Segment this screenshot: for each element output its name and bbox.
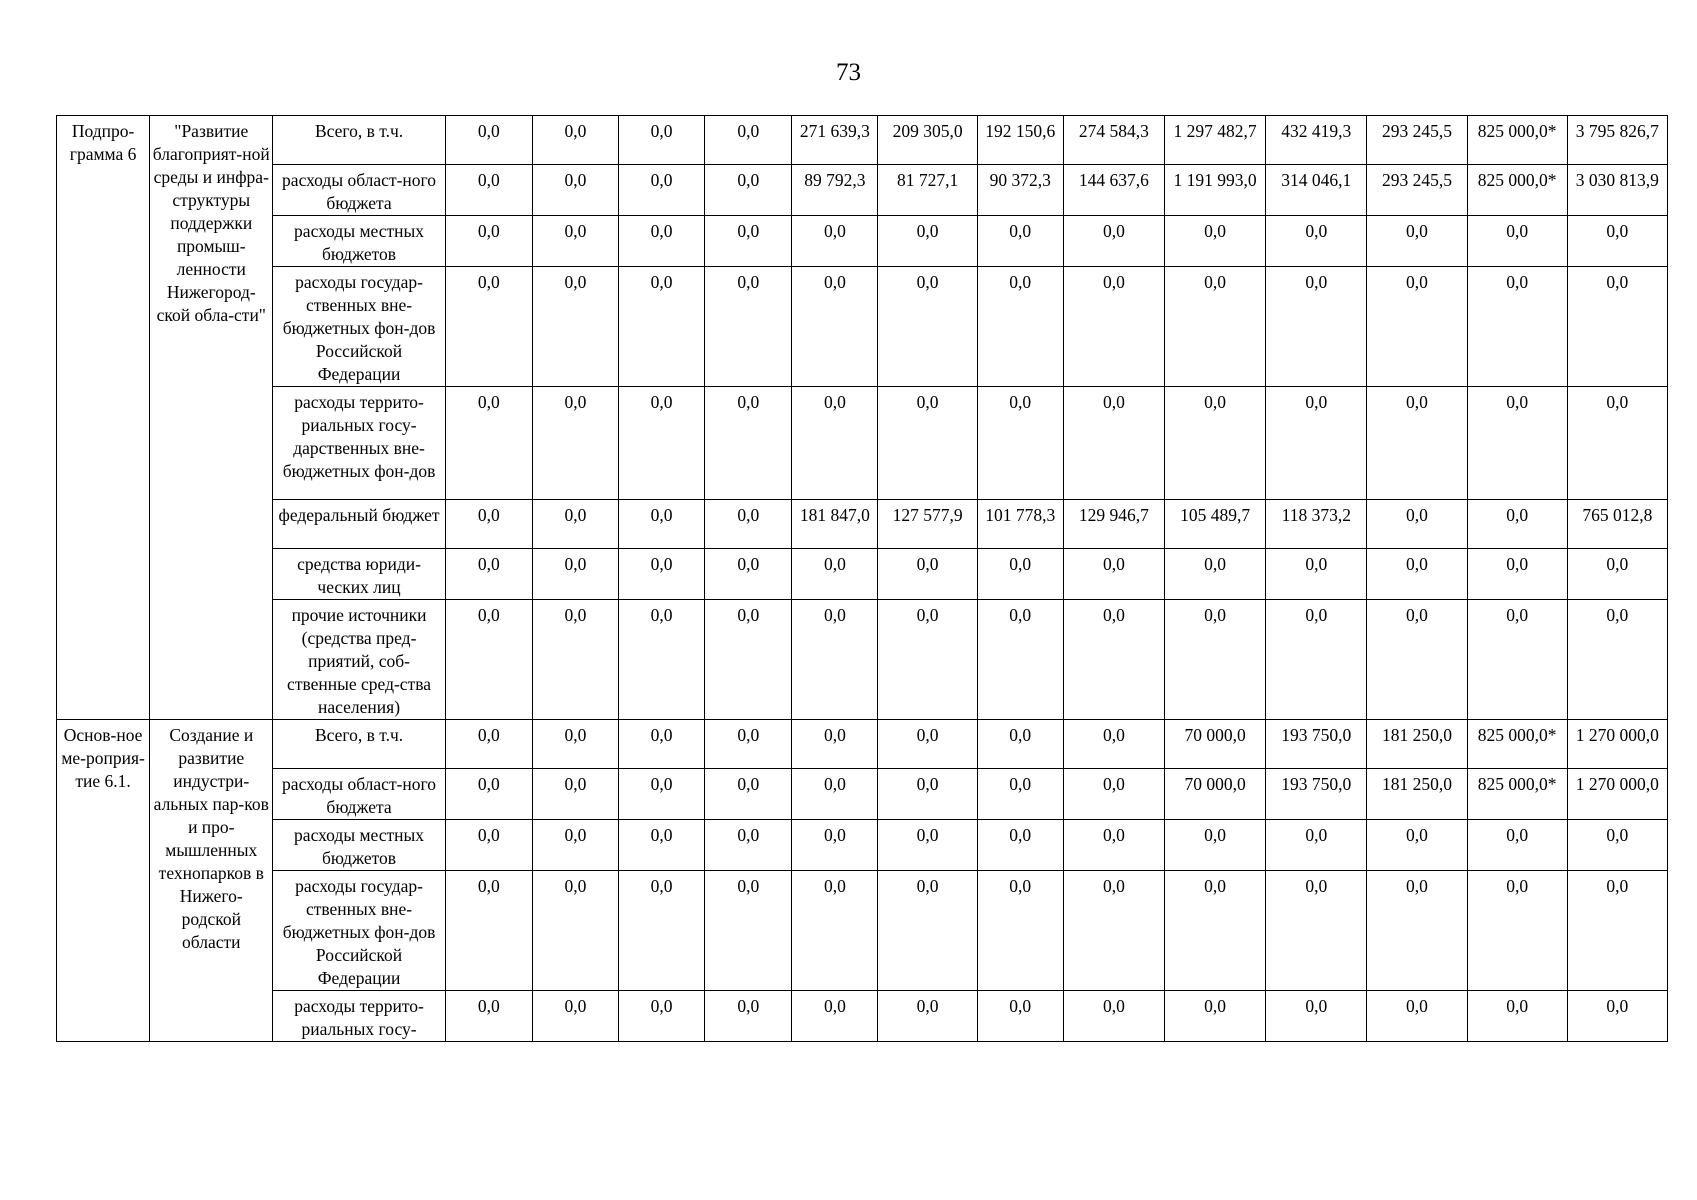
value-cell: 0,0 bbox=[792, 991, 878, 1042]
value-cell: 1 297 482,7 bbox=[1165, 116, 1266, 165]
value-cell: 127 577,9 bbox=[878, 500, 977, 549]
value-cell: 0,0 bbox=[619, 165, 705, 216]
value-cell: 181 250,0 bbox=[1367, 769, 1467, 820]
value-cell: 0,0 bbox=[792, 769, 878, 820]
value-cell: 0,0 bbox=[1063, 387, 1164, 500]
table-row bbox=[57, 549, 1668, 600]
value-cell: 0,0 bbox=[792, 820, 878, 871]
value-cell: 90 372,3 bbox=[977, 165, 1063, 216]
value-cell: 0,0 bbox=[1567, 600, 1667, 720]
table-row bbox=[57, 720, 1668, 769]
funding-source-cell: федеральный бюджет bbox=[273, 500, 445, 549]
program-code-cell: Основ-ное ме-роприя-тие 6.1. bbox=[57, 720, 150, 1042]
table-row bbox=[57, 165, 1668, 216]
funding-source-cell: Всего, в т.ч. bbox=[273, 116, 445, 165]
value-cell: 0,0 bbox=[532, 500, 618, 549]
value-cell: 0,0 bbox=[1367, 871, 1467, 991]
value-cell: 0,0 bbox=[1165, 820, 1266, 871]
value-cell: 0,0 bbox=[878, 549, 977, 600]
value-cell: 0,0 bbox=[1567, 991, 1667, 1042]
value-cell: 0,0 bbox=[619, 216, 705, 267]
value-cell: 0,0 bbox=[792, 871, 878, 991]
value-cell: 0,0 bbox=[1467, 549, 1567, 600]
value-cell: 0,0 bbox=[619, 116, 705, 165]
value-cell: 0,0 bbox=[705, 216, 792, 267]
value-cell: 0,0 bbox=[878, 871, 977, 991]
value-cell: 0,0 bbox=[1567, 267, 1667, 387]
value-cell: 0,0 bbox=[1063, 820, 1164, 871]
value-cell: 0,0 bbox=[1367, 216, 1467, 267]
value-cell: 0,0 bbox=[619, 991, 705, 1042]
value-cell: 0,0 bbox=[619, 549, 705, 600]
value-cell: 3 030 813,9 bbox=[1567, 165, 1667, 216]
value-cell: 0,0 bbox=[1467, 871, 1567, 991]
funding-source-cell: расходы террито-риальных госу- bbox=[273, 991, 445, 1042]
program-code-cell: Подпро-грамма 6 bbox=[57, 116, 150, 720]
table-row bbox=[57, 116, 1668, 165]
value-cell: 0,0 bbox=[977, 600, 1063, 720]
value-cell: 0,0 bbox=[532, 769, 618, 820]
value-cell: 0,0 bbox=[1567, 216, 1667, 267]
value-cell: 0,0 bbox=[1567, 820, 1667, 871]
value-cell: 192 150,6 bbox=[977, 116, 1063, 165]
value-cell: 0,0 bbox=[878, 991, 977, 1042]
value-cell: 0,0 bbox=[977, 871, 1063, 991]
value-cell: 81 727,1 bbox=[878, 165, 977, 216]
value-cell: 314 046,1 bbox=[1266, 165, 1367, 216]
value-cell: 0,0 bbox=[445, 165, 532, 216]
value-cell: 0,0 bbox=[1063, 871, 1164, 991]
value-cell: 0,0 bbox=[532, 387, 618, 500]
value-cell: 0,0 bbox=[1467, 500, 1567, 549]
value-cell: 0,0 bbox=[1367, 991, 1467, 1042]
program-title-cell: "Развитие благоприят-ной среды и инфра-структуры поддержки промыш-ленности Нижегород-ской обла-сти" bbox=[150, 116, 273, 720]
value-cell: 0,0 bbox=[1063, 267, 1164, 387]
value-cell: 0,0 bbox=[1467, 216, 1567, 267]
value-cell: 129 946,7 bbox=[1063, 500, 1164, 549]
table-row bbox=[57, 387, 1668, 500]
value-cell: 0,0 bbox=[977, 769, 1063, 820]
value-cell: 209 305,0 bbox=[878, 116, 977, 165]
value-cell: 0,0 bbox=[878, 820, 977, 871]
value-cell: 0,0 bbox=[445, 871, 532, 991]
value-cell: 0,0 bbox=[532, 600, 618, 720]
value-cell: 0,0 bbox=[532, 549, 618, 600]
value-cell: 0,0 bbox=[1165, 267, 1266, 387]
value-cell: 0,0 bbox=[532, 267, 618, 387]
table-row bbox=[57, 600, 1668, 720]
value-cell: 0,0 bbox=[705, 116, 792, 165]
value-cell: 0,0 bbox=[445, 991, 532, 1042]
value-cell: 0,0 bbox=[1266, 549, 1367, 600]
value-cell: 0,0 bbox=[792, 720, 878, 769]
value-cell: 0,0 bbox=[445, 549, 532, 600]
value-cell: 0,0 bbox=[977, 216, 1063, 267]
value-cell: 825 000,0* bbox=[1467, 116, 1567, 165]
value-cell: 118 373,2 bbox=[1266, 500, 1367, 549]
value-cell: 0,0 bbox=[705, 387, 792, 500]
value-cell: 181 250,0 bbox=[1367, 720, 1467, 769]
value-cell: 0,0 bbox=[1063, 216, 1164, 267]
value-cell: 0,0 bbox=[1467, 820, 1567, 871]
table-row bbox=[57, 820, 1668, 871]
value-cell: 0,0 bbox=[792, 216, 878, 267]
value-cell: 432 419,3 bbox=[1266, 116, 1367, 165]
value-cell: 0,0 bbox=[705, 991, 792, 1042]
value-cell: 0,0 bbox=[977, 720, 1063, 769]
value-cell: 0,0 bbox=[705, 549, 792, 600]
funding-source-cell: расходы государ-ственных вне-бюджетных фон-дов Российской Федерации bbox=[273, 267, 445, 387]
value-cell: 0,0 bbox=[1367, 549, 1467, 600]
value-cell: 0,0 bbox=[977, 991, 1063, 1042]
value-cell: 0,0 bbox=[445, 267, 532, 387]
value-cell: 0,0 bbox=[792, 549, 878, 600]
table-row bbox=[57, 216, 1668, 267]
value-cell: 0,0 bbox=[445, 387, 532, 500]
value-cell: 70 000,0 bbox=[1165, 720, 1266, 769]
value-cell: 0,0 bbox=[619, 387, 705, 500]
value-cell: 825 000,0* bbox=[1467, 720, 1567, 769]
value-cell: 0,0 bbox=[1165, 387, 1266, 500]
value-cell: 0,0 bbox=[1165, 600, 1266, 720]
funding-source-cell: прочие источники (средства пред-приятий, соб-ственные сред-ства населения) bbox=[273, 600, 445, 720]
value-cell: 0,0 bbox=[705, 500, 792, 549]
budget-table bbox=[56, 115, 1668, 1042]
value-cell: 825 000,0* bbox=[1467, 165, 1567, 216]
value-cell: 0,0 bbox=[977, 820, 1063, 871]
value-cell: 0,0 bbox=[1367, 387, 1467, 500]
value-cell: 0,0 bbox=[532, 871, 618, 991]
value-cell: 0,0 bbox=[878, 267, 977, 387]
value-cell: 0,0 bbox=[532, 820, 618, 871]
value-cell: 0,0 bbox=[1165, 871, 1266, 991]
value-cell: 0,0 bbox=[1467, 387, 1567, 500]
value-cell: 101 778,3 bbox=[977, 500, 1063, 549]
value-cell: 0,0 bbox=[1266, 267, 1367, 387]
value-cell: 271 639,3 bbox=[792, 116, 878, 165]
funding-source-cell: расходы местных бюджетов bbox=[273, 820, 445, 871]
table-row bbox=[57, 991, 1668, 1042]
value-cell: 0,0 bbox=[1266, 387, 1367, 500]
value-cell: 0,0 bbox=[532, 991, 618, 1042]
value-cell: 0,0 bbox=[445, 769, 532, 820]
value-cell: 1 270 000,0 bbox=[1567, 769, 1667, 820]
program-title-cell: Создание и развитие индустри-альных пар-ков и про-мышленных технопарков в Нижего-родской области bbox=[150, 720, 273, 1042]
value-cell: 0,0 bbox=[878, 769, 977, 820]
value-cell: 0,0 bbox=[445, 720, 532, 769]
funding-source-cell: расходы област-ного бюджета bbox=[273, 769, 445, 820]
value-cell: 0,0 bbox=[1063, 991, 1164, 1042]
funding-source-cell: расходы местных бюджетов bbox=[273, 216, 445, 267]
value-cell: 0,0 bbox=[977, 549, 1063, 600]
value-cell: 765 012,8 bbox=[1567, 500, 1667, 549]
value-cell: 0,0 bbox=[878, 387, 977, 500]
value-cell: 193 750,0 bbox=[1266, 720, 1367, 769]
value-cell: 0,0 bbox=[1165, 216, 1266, 267]
value-cell: 0,0 bbox=[705, 769, 792, 820]
value-cell: 0,0 bbox=[1266, 600, 1367, 720]
value-cell: 0,0 bbox=[792, 600, 878, 720]
value-cell: 0,0 bbox=[1063, 600, 1164, 720]
value-cell: 0,0 bbox=[619, 600, 705, 720]
value-cell: 0,0 bbox=[792, 267, 878, 387]
value-cell: 0,0 bbox=[1367, 500, 1467, 549]
value-cell: 0,0 bbox=[878, 600, 977, 720]
value-cell: 1 270 000,0 bbox=[1567, 720, 1667, 769]
value-cell: 0,0 bbox=[619, 720, 705, 769]
value-cell: 0,0 bbox=[705, 720, 792, 769]
value-cell: 0,0 bbox=[445, 600, 532, 720]
funding-source-cell: расходы област-ного бюджета bbox=[273, 165, 445, 216]
value-cell: 293 245,5 bbox=[1367, 116, 1467, 165]
value-cell: 0,0 bbox=[532, 216, 618, 267]
value-cell: 0,0 bbox=[1567, 871, 1667, 991]
value-cell: 0,0 bbox=[705, 820, 792, 871]
value-cell: 0,0 bbox=[705, 165, 792, 216]
value-cell: 0,0 bbox=[878, 216, 977, 267]
value-cell: 0,0 bbox=[619, 820, 705, 871]
value-cell: 0,0 bbox=[878, 720, 977, 769]
value-cell: 0,0 bbox=[1266, 820, 1367, 871]
value-cell: 181 847,0 bbox=[792, 500, 878, 549]
value-cell: 0,0 bbox=[1567, 387, 1667, 500]
value-cell: 0,0 bbox=[619, 769, 705, 820]
funding-source-cell: расходы государ-ственных вне-бюджетных фон-дов Российской Федерации bbox=[273, 871, 445, 991]
value-cell: 0,0 bbox=[619, 871, 705, 991]
value-cell: 0,0 bbox=[792, 387, 878, 500]
value-cell: 0,0 bbox=[1063, 720, 1164, 769]
value-cell: 70 000,0 bbox=[1165, 769, 1266, 820]
table-row bbox=[57, 769, 1668, 820]
page-number: 73 bbox=[836, 59, 861, 86]
value-cell: 1 191 993,0 bbox=[1165, 165, 1266, 216]
table-row bbox=[57, 500, 1668, 549]
value-cell: 0,0 bbox=[532, 116, 618, 165]
value-cell: 0,0 bbox=[705, 267, 792, 387]
value-cell: 0,0 bbox=[705, 600, 792, 720]
value-cell: 0,0 bbox=[445, 216, 532, 267]
value-cell: 3 795 826,7 bbox=[1567, 116, 1667, 165]
value-cell: 293 245,5 bbox=[1367, 165, 1467, 216]
funding-source-cell: Всего, в т.ч. bbox=[273, 720, 445, 769]
value-cell: 0,0 bbox=[1063, 769, 1164, 820]
funding-source-cell: средства юриди-ческих лиц bbox=[273, 549, 445, 600]
table-row bbox=[57, 267, 1668, 387]
value-cell: 0,0 bbox=[977, 387, 1063, 500]
value-cell: 0,0 bbox=[1165, 991, 1266, 1042]
funding-source-cell: расходы террито-риальных госу-дарственных вне-бюджетных фон-дов bbox=[273, 387, 445, 500]
value-cell: 0,0 bbox=[445, 116, 532, 165]
value-cell: 0,0 bbox=[1567, 549, 1667, 600]
value-cell: 0,0 bbox=[1165, 549, 1266, 600]
value-cell: 0,0 bbox=[1266, 991, 1367, 1042]
value-cell: 0,0 bbox=[445, 820, 532, 871]
table-row bbox=[57, 871, 1668, 991]
value-cell: 144 637,6 bbox=[1063, 165, 1164, 216]
value-cell: 0,0 bbox=[1467, 267, 1567, 387]
value-cell: 193 750,0 bbox=[1266, 769, 1367, 820]
value-cell: 0,0 bbox=[1467, 991, 1567, 1042]
value-cell: 825 000,0* bbox=[1467, 769, 1567, 820]
value-cell: 0,0 bbox=[1367, 820, 1467, 871]
value-cell: 0,0 bbox=[977, 267, 1063, 387]
value-cell: 0,0 bbox=[619, 500, 705, 549]
value-cell: 0,0 bbox=[1266, 871, 1367, 991]
value-cell: 0,0 bbox=[705, 871, 792, 991]
value-cell: 0,0 bbox=[619, 267, 705, 387]
value-cell: 0,0 bbox=[445, 500, 532, 549]
value-cell: 0,0 bbox=[532, 165, 618, 216]
value-cell: 0,0 bbox=[1063, 549, 1164, 600]
value-cell: 0,0 bbox=[532, 720, 618, 769]
value-cell: 274 584,3 bbox=[1063, 116, 1164, 165]
value-cell: 89 792,3 bbox=[792, 165, 878, 216]
value-cell: 0,0 bbox=[1266, 216, 1367, 267]
value-cell: 0,0 bbox=[1367, 267, 1467, 387]
value-cell: 105 489,7 bbox=[1165, 500, 1266, 549]
value-cell: 0,0 bbox=[1367, 600, 1467, 720]
value-cell: 0,0 bbox=[1467, 600, 1567, 720]
